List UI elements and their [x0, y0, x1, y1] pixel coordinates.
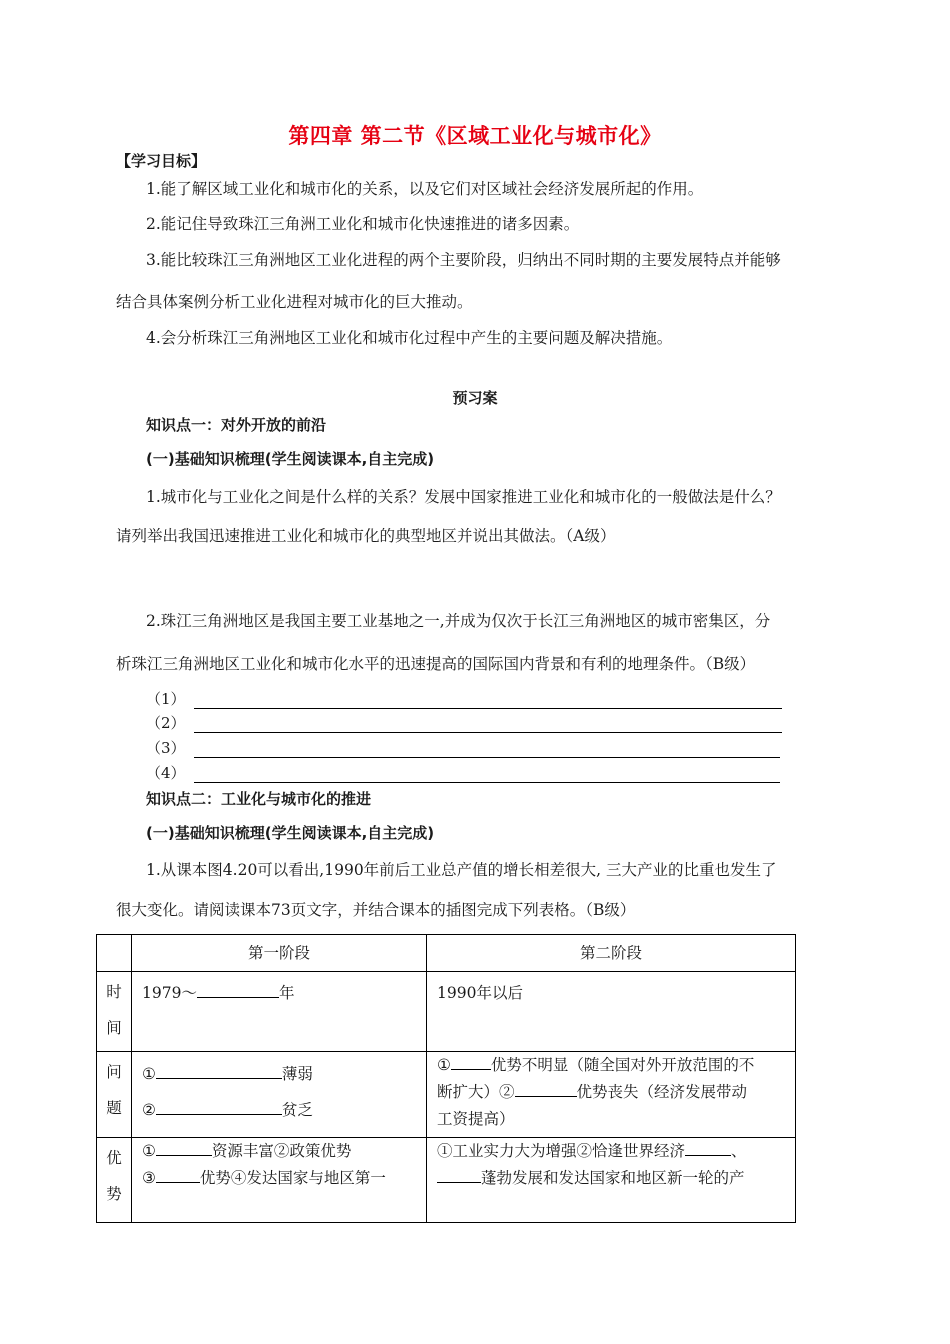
row-label-advantages: 优 势 [97, 1138, 132, 1223]
kp1-title: 知识点一：对外开放的前沿 [146, 416, 327, 434]
table-corner-cell [97, 935, 132, 972]
problems-stage-2[interactable]: ① 优势不明显（随全国对外开放范围的不 断扩大）② 优势丧失（经济发展带动 工资提高） [427, 1052, 796, 1138]
table-row-time [97, 972, 796, 1052]
kp2-subtitle: (一)基础知识梳理(学生阅读课本,自主完成) [146, 824, 435, 842]
answer-label: （1） [146, 690, 186, 708]
advantages-stage-1[interactable]: ① 资源丰富②政策优势 ③ 优势④发达国家与地区第一 [132, 1138, 427, 1223]
table-header-stage-1: 第一阶段 [132, 935, 427, 972]
objective-item: 2.能记住导致珠江三角洲工业化和城市化快速推进的诸多因素。 [146, 215, 580, 233]
advantages-stage-2[interactable]: ①工业实力大为增强②恰逢世界经济 、 蓬勃发展和发达国家和地区新一轮的产 [427, 1138, 796, 1223]
kp2-question-1: 1.从课本图4.20可以看出,1990年前后工业总产值的增长相差很大, 三大产业的比重也发生了 [146, 861, 777, 879]
row-label-time: 时 间 [97, 972, 132, 1052]
problems-stage-1[interactable]: ① 薄弱 ② 贫乏 [132, 1052, 427, 1138]
objectives-heading: 【学习目标】 [116, 152, 207, 170]
objective-item: 4.会分析珠江三角洲地区工业化和城市化过程中产生的主要问题及解决措施。 [146, 329, 673, 347]
answer-label: （4） [146, 764, 186, 782]
answer-line-4[interactable] [146, 762, 780, 783]
answer-line-3[interactable] [146, 737, 780, 758]
kp2-title: 知识点二：工业化与城市化的推进 [146, 790, 372, 808]
row-label-problems: 问 题 [97, 1052, 132, 1138]
time-stage-1[interactable]: 1979～ 年 [132, 972, 427, 1052]
kp1-question-2: 2.珠江三角洲地区是我国主要工业基地之一,并成为仅次于长江三角洲地区的城市密集区，分 [146, 612, 771, 630]
objective-item: 1.能了解区域工业化和城市化的关系，以及它们对区域社会经济发展所起的作用。 [146, 180, 704, 198]
objective-item: 结合具体案例分析工业化进程对城市化的巨大推动。 [116, 293, 473, 311]
time-stage-2: 1990年以后 [427, 972, 796, 1052]
answer-line-2[interactable] [146, 712, 782, 733]
kp1-question-1-cont: 请列举出我国迅速推进工业化和城市化的典型地区并说出其做法。（A级） [116, 527, 616, 545]
table-row-advantages [97, 1138, 796, 1223]
kp1-subtitle: (一)基础知识梳理(学生阅读课本,自主完成) [146, 450, 435, 468]
stage-comparison-table [96, 934, 796, 1223]
table-row-problems [97, 1052, 796, 1138]
answer-label: （3） [146, 739, 186, 757]
answer-line-1[interactable] [146, 688, 782, 709]
preview-heading: 预习案 [452, 389, 498, 407]
kp1-question-2-cont: 析珠江三角洲地区工业化和城市化水平的迅速提高的国际国内背景和有利的地理条件。（B级） [116, 655, 756, 673]
objective-item: 3.能比较珠江三角洲地区工业化进程的两个主要阶段，归纳出不同时期的主要发展特点并能够 [146, 251, 781, 269]
document-title: 第四章 第二节《区域工业化与城市化》 [288, 124, 662, 148]
kp2-question-1-cont: 很大变化。请阅读课本73页文字，并结合课本的插图完成下列表格。（B级） [116, 901, 636, 919]
table-header-stage-2: 第二阶段 [427, 935, 796, 972]
kp1-question-1: 1.城市化与工业化之间是什么样的关系？发展中国家推进工业化和城市化的一般做法是什么？ [146, 488, 781, 506]
answer-label: （2） [146, 714, 186, 732]
